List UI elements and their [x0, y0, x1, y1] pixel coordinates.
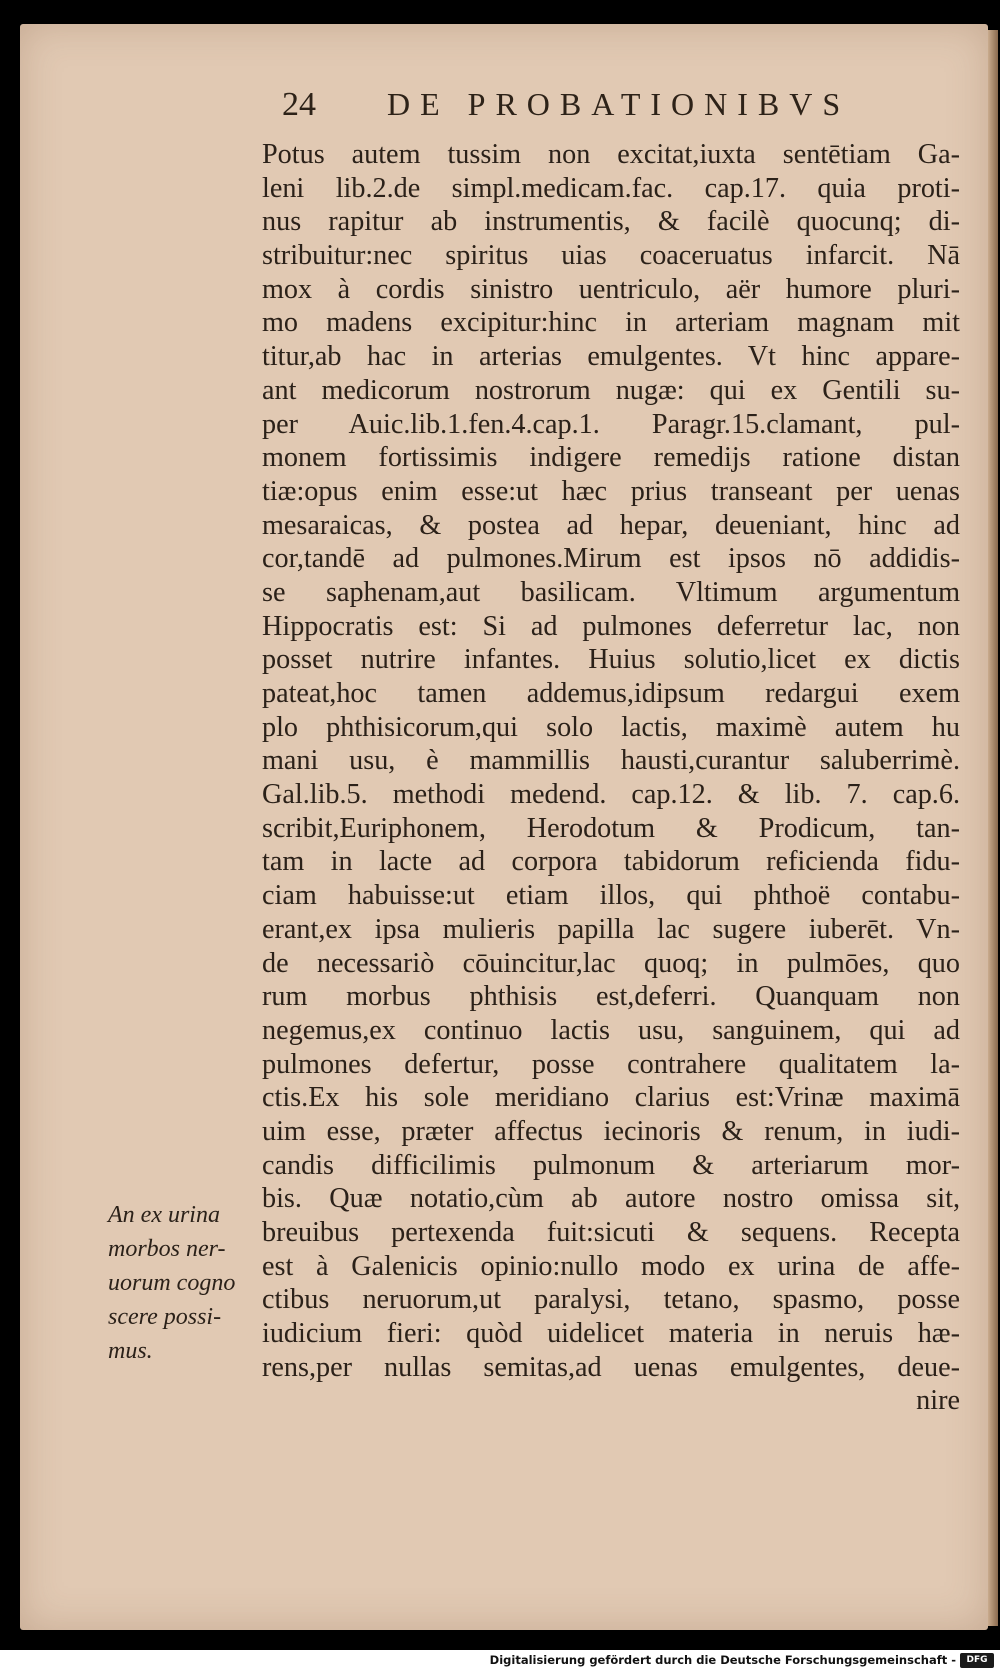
- page-edge: [988, 30, 998, 1626]
- running-title: DE PROBATIONIBVS: [387, 86, 851, 122]
- text-line: pateat,hoc tamen addemus,idipsum redargui exem: [262, 678, 960, 709]
- text-line: scribit,Euriphonem, Herodotum & Prodicum, tan-: [262, 812, 960, 844]
- text-line: se saphenam,aut basilicam. Vltimum argumentum: [262, 576, 960, 608]
- text-line: rum morbus phthisis est,deferri. Quanquam non: [262, 981, 960, 1013]
- text-line: mox à cordis sinistro uentriculo, aër humore pluri-: [262, 273, 960, 305]
- text-line: rens,per nullas semitas,ad uenas emulgentes, deue-: [262, 1351, 960, 1383]
- body-text: [262, 138, 960, 1418]
- text-line: de necessariò cōuincitur,lac quoq; in pulmōes, quo: [262, 947, 960, 979]
- text-line: nire: [916, 1385, 960, 1417]
- text-line: mesaraicas, & postea ad hepar, deueniant, hinc ad: [262, 509, 960, 541]
- footer-bar: [0, 1650, 1000, 1673]
- text-line: Hippocratis est: Si ad pulmones deferretur lac, non: [262, 610, 960, 642]
- text-line: iudicium fieri: quòd uidelicet materia in neruis hæ-: [262, 1318, 960, 1350]
- marginal-note-line: mus.: [108, 1338, 153, 1364]
- text-line: nus rapitur ab instrumentis, & facilè quocunq; di-: [262, 206, 960, 238]
- text-line: pulmones defertur, posse contrahere qualitatem la-: [262, 1048, 960, 1080]
- text-line: negemus,ex continuo lactis usu, sanguinem, qui ad: [262, 1014, 960, 1046]
- text-line: uim esse, præter affectus iecinoris & renum, in iudi-: [262, 1115, 960, 1147]
- text-line: monem fortissimis indigere remedijs ratione distan: [262, 442, 960, 474]
- text-line: mo madens excipitur:hinc in arteriam magnam mit: [262, 307, 960, 339]
- text-line: leni lib.2.de simpl.medicam.fac. cap.17. quia proti-: [262, 172, 960, 204]
- text-line: mani usu, è mammillis hausti,curantur saluberrimè.: [262, 745, 960, 777]
- text-line: ctibus neruorum,ut paralysi, tetano, spasmo, posse: [262, 1284, 960, 1316]
- text-line: ctis.Ex his sole meridiano clarius est:Vrinæ maximā: [262, 1082, 960, 1114]
- text-line: stribuitur:nec spiritus uias coaceruatus infarcit. Nā: [262, 240, 960, 272]
- text-line: ciam habuisse:ut etiam illos, qui phthoë contabu-: [262, 880, 960, 912]
- text-line: ant medicorum nostrorum nugæ: qui ex Gentili su-: [262, 374, 960, 406]
- running-head: [282, 86, 902, 136]
- text-line: posset nutrire infantes. Huius solutio,licet ex dictis: [262, 644, 960, 676]
- footer-credit: Digitalisierung gefördert durch die Deutsche Forschungsgemeinschaft -: [489, 1653, 956, 1667]
- marginal-note-line: morbos ner-: [108, 1236, 226, 1262]
- text-line: cor,tandē ad pulmones.Mirum est ipsos nō addidis-: [262, 543, 960, 575]
- text-line: candis difficilimis pulmonum & arteriarum mor-: [262, 1149, 960, 1181]
- text-line: breuibus pertexenda fuit:sicuti & sequens. Recepta: [262, 1217, 960, 1248]
- marginal-note-line: uorum cogno: [108, 1270, 236, 1296]
- page-number: 24: [282, 86, 316, 123]
- text-line: titur,ab hac in arterias emulgentes. Vt hinc appare-: [262, 341, 960, 373]
- text-line: Gal.lib.5. methodi medend. cap.12. & lib. 7. cap.6.: [262, 779, 960, 811]
- text-line: est à Galenicis opinio:nullo modo ex urina de affe-: [262, 1250, 960, 1282]
- marginal-note-line: scere possi-: [108, 1304, 222, 1330]
- text-line: erant,ex ipsa mulieris papilla lac sugere iuberēt. Vn-: [262, 913, 960, 945]
- dfg-logo: DFG: [960, 1653, 994, 1668]
- text-line: tiæ:opus enim esse:ut hæc prius transeant per uenas: [262, 475, 960, 507]
- text-line: per Auic.lib.1.fen.4.cap.1. Paragr.15.clamant, pul-: [262, 408, 960, 440]
- text-line: Potus autem tussim non excitat,iuxta sentētiam Ga-: [262, 139, 960, 170]
- marginal-note-line: An ex urina: [108, 1202, 220, 1228]
- text-line: plo phthisicorum,qui solo lactis, maximè autem hu: [262, 711, 960, 743]
- text-line: tam in lacte ad corpora tabidorum reficienda fidu-: [262, 846, 960, 878]
- marginal-note: [108, 1198, 258, 1368]
- text-line: bis. Quæ notatio,cùm ab autore nostro omissa sit,: [262, 1183, 960, 1215]
